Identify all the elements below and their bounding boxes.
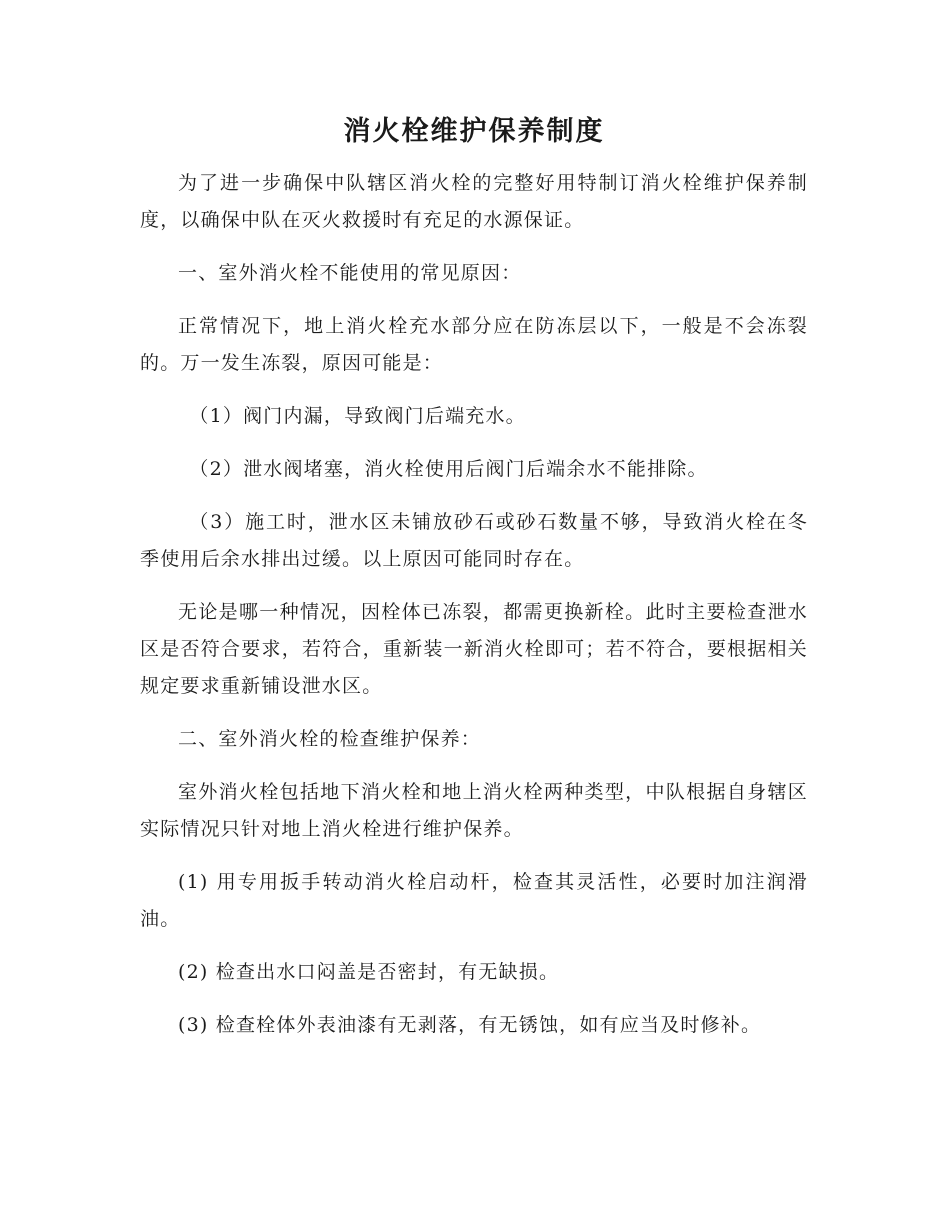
list-item: (1) 用专用扳手转动消火栓启动杆，检查其灵活性，必要时加注润滑油。 (140, 871, 808, 930)
document-title: 消火栓维护保养制度 (343, 116, 605, 147)
section-heading-1: 一、室外消火栓不能使用的常见原因： (178, 262, 522, 284)
list-item: （2）泄水阀堵塞，消火栓使用后阀门后端余水不能排除。 (189, 458, 708, 480)
list-item: (2) 检查出水口闷盖是否密封，有无缺损。 (178, 961, 560, 983)
document-page (140, 108, 808, 1044)
body-paragraph: 无论是哪一种情况，因栓体已冻裂，都需更换新栓。此时主要检查泄水区是否符合要求，若符合，重新装一新消火栓即可；若不符合，要根据相关规定要求重新铺设泄水区。 (140, 601, 808, 697)
list-item: （1）阀门内漏，导致阀门后端充水。 (189, 405, 526, 427)
section-heading-2: 二、室外消火栓的检查维护保养： (178, 728, 482, 750)
list-item: (3) 检查栓体外表油漆有无剥落，有无锈蚀，如有应当及时修补。 (178, 1014, 762, 1036)
body-paragraph: 正常情况下，地上消火栓充水部分应在防冻层以下，一般是不会冻裂的。万一发生冻裂，原因可能是： (140, 315, 808, 374)
body-paragraph: 室外消火栓包括地下消火栓和地上消火栓两种类型，中队根据自身辖区实际情况只针对地上消火栓进行维护保养。 (140, 781, 808, 840)
list-item: （3）施工时，泄水区未铺放砂石或砂石数量不够，导致消火栓在冬季使用后余水排出过缓。以上原因可能同时存在。 (140, 511, 808, 570)
intro-paragraph: 为了进一步确保中队辖区消火栓的完整好用特制订消火栓维护保养制度，以确保中队在灭火救援时有充足的水源保证。 (140, 172, 808, 231)
